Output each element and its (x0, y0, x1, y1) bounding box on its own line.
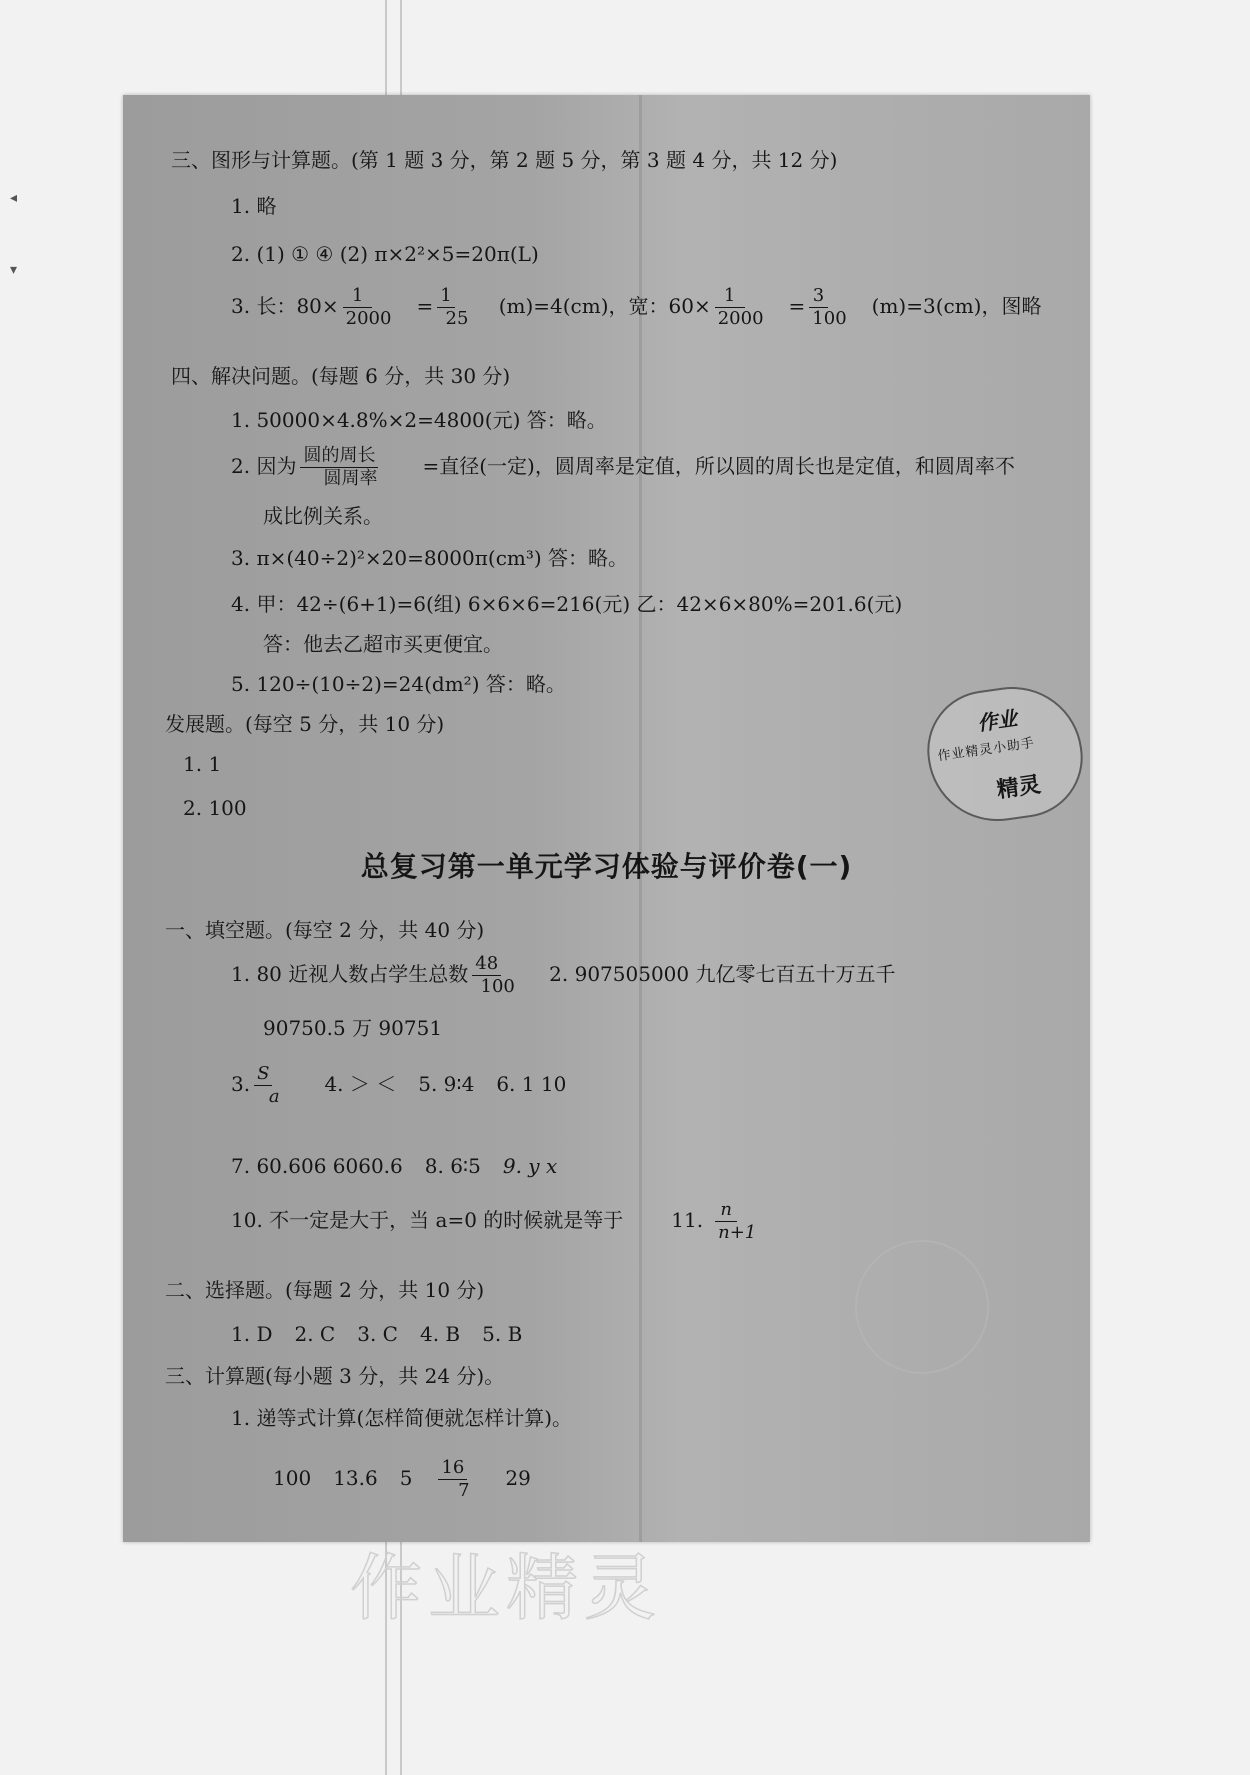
stamp-top-text: 作业 (975, 706, 1019, 736)
part1-row-2: 90750.5 万 90751 (263, 1016, 443, 1040)
text: 4. ＞ ＜ (324, 1072, 397, 1096)
section4-answer-2 (231, 445, 1015, 490)
value: 13.6 (333, 1466, 378, 1490)
fraction: $\frac{1}{2000}$ (343, 285, 395, 330)
fraction: $\frac{48}{100}$ (472, 953, 523, 998)
section4-answer-4-conclusion: 答：他去乙超市买更便宜。 (263, 632, 503, 656)
text: 8. 6∶5 (424, 1154, 481, 1178)
stamp-bottom-text: 精灵 (995, 771, 1043, 804)
section3-answer-2: 2. (1) ① ④ (2) π×2²×5=20π(L) (231, 242, 539, 266)
text: 7. 60.606 6060.6 (231, 1154, 403, 1178)
section4-answer-4: 4. 甲：42÷(6+1)=6(组) 6×6×6=216(元) 乙：42×6×80%=201.6(元) (231, 592, 903, 616)
text: (m)=3(cm)，图略 (871, 294, 1042, 318)
fraction: $\frac{1}{25}$ (437, 285, 476, 330)
watermark: 作业精灵 (350, 1546, 663, 1630)
choice-answer: 1. D (231, 1322, 273, 1346)
part1-row-1 (231, 953, 895, 998)
section3-heading: 三、图形与计算题。(第 1 题 3 分，第 2 题 5 分，第 3 题 4 分，共 12 分) (171, 148, 838, 172)
choice-answer: 5. B (482, 1322, 523, 1346)
edge-mark: ▾ (10, 262, 18, 278)
section4-answer-1: 1. 50000×4.8%×2=4800(元) 答：略。 (231, 408, 607, 432)
text: 3. (231, 1072, 251, 1096)
text: = (416, 294, 434, 318)
text: 1. 80 近视人数占学生总数 (231, 962, 469, 986)
fraction: $\frac{16}{7}$ (438, 1457, 489, 1502)
section4-answer-2-continued: 成比例关系。 (263, 504, 383, 528)
section3-answer-1: 1. 略 (231, 194, 277, 218)
extension-answer-1: 1. 1 (183, 752, 222, 776)
text: 11. (671, 1208, 704, 1232)
text: =直径(一定)，圆周率是定值，所以圆的周长也是定值，和圆周率不 (422, 454, 1015, 478)
choice-answer: 3. C (357, 1322, 398, 1346)
part3-question-1: 1. 递等式计算(怎样简便就怎样计算)。 (231, 1406, 573, 1430)
text: (m)=4(cm)，宽：60× (498, 294, 711, 318)
text: 3. 长：80× (231, 294, 339, 318)
value: 29 (505, 1466, 531, 1490)
ghost-circle (855, 1240, 989, 1374)
text: = (788, 294, 806, 318)
choice-answer: 4. B (419, 1322, 461, 1346)
part2-heading: 二、选择题。(每题 2 分，共 10 分) (165, 1278, 485, 1302)
section3-answer-3 (231, 285, 1041, 330)
stamp-middle-text: 作业精灵小助手 (936, 735, 1036, 765)
edge-mark: ◂ (10, 190, 18, 206)
part1-row-4 (231, 1153, 557, 1179)
value: 5 (399, 1466, 413, 1490)
section4-answer-3: 3. π×(40÷2)²×20=8000π(cm³) 答：略。 (231, 546, 629, 570)
fraction: $\frac{1}{2000}$ (715, 285, 767, 330)
fraction: $\frac{3}{100}$ (809, 285, 849, 330)
part3-answers (273, 1457, 531, 1502)
extension-heading: 发展题。(每空 5 分，共 10 分) (165, 712, 445, 736)
exam-title: 总复习第一单元学习体验与评价卷(一) (360, 850, 853, 883)
section4-answer-5: 5. 120÷(10÷2)=24(dm²) 答：略。 (231, 672, 566, 696)
part2-answers (231, 1321, 522, 1347)
section4-heading: 四、解决问题。(每题 6 分，共 30 分) (171, 364, 511, 388)
part1-row-3 (231, 1063, 566, 1108)
part1-heading: 一、填空题。(每空 2 分，共 40 分) (165, 918, 485, 942)
text: 9. y x (502, 1154, 558, 1178)
text: 6. 1 10 (496, 1072, 567, 1096)
choice-answer: 2. C (294, 1322, 336, 1346)
text: 2. 907505000 九亿零七百五十万五千 (549, 962, 896, 986)
text: 5. 9∶4 (418, 1072, 475, 1096)
fraction: $\frac{\text{圆的周长}}{\text{圆周率}}$ (300, 445, 400, 490)
part3-heading: 三、计算题(每小题 3 分，共 24 分)。 (165, 1364, 505, 1388)
fraction: $\frac{n}{n+1}$ (715, 1199, 759, 1244)
value: 100 (273, 1466, 312, 1490)
extension-answer-2: 2. 100 (183, 796, 247, 820)
text: 10. 不一定是大于，当 a=0 的时候就是等于 (231, 1208, 624, 1232)
text: 2. 因为 (231, 454, 297, 478)
fraction: $\frac{S}{a}$ (254, 1063, 294, 1108)
part1-row-5 (231, 1199, 759, 1244)
